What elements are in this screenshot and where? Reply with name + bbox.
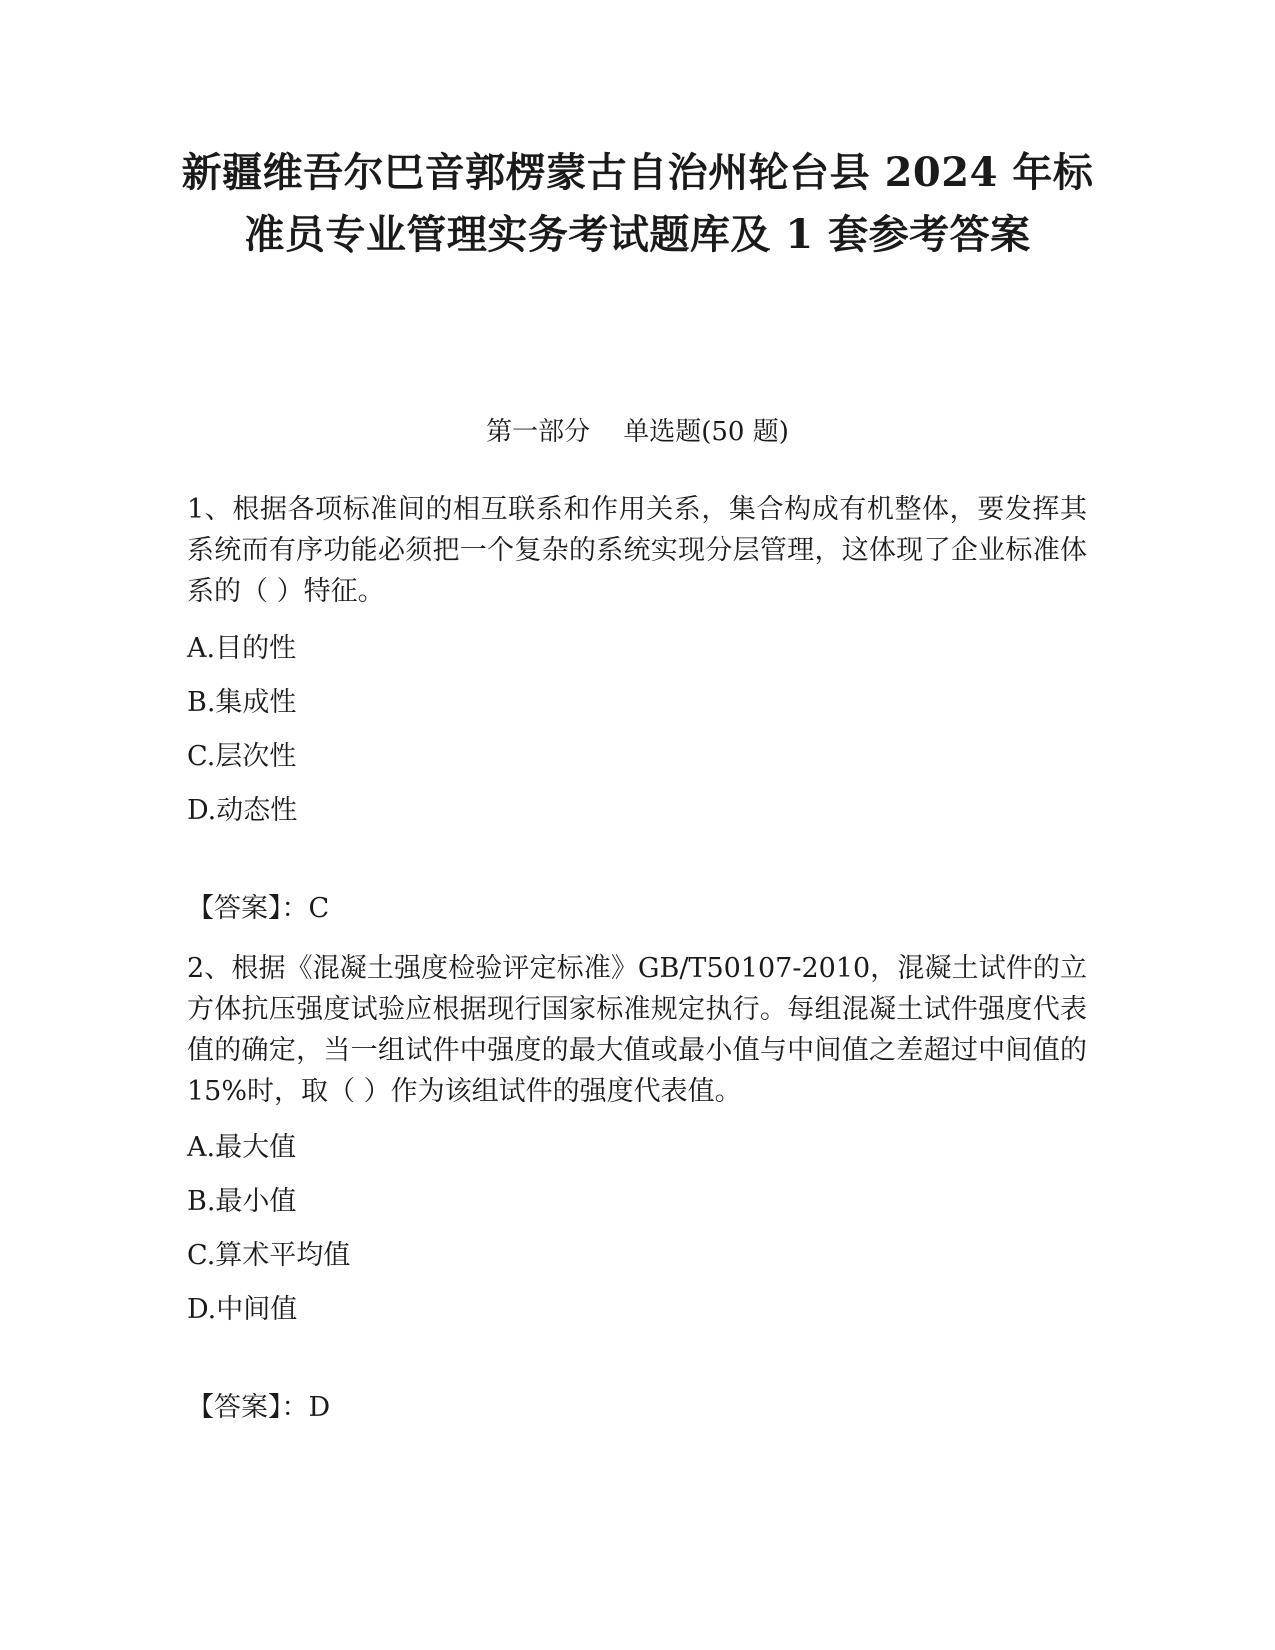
- option-a: A.最大值: [187, 1132, 297, 1163]
- question-stem: 1、根据各项标准间的相互联系和作用关系，集合构成有机整体，要发挥其系统而有序功能必须把一个复杂的系统实现分层管理，这体现了企业标准体系的（ ）特征。: [187, 494, 1087, 607]
- option-c: C.层次性: [187, 741, 297, 772]
- question-stem: 2、根据《混凝土强度检验评定标准》GB/T50107-2010，混凝土试件的立方体抗压强度试验应根据现行国家标准规定执行。每组混凝土试件强度代表值的确定，当一组试件中强度的最大值或最小值与中间值之差超过中间值的 15%时，取（ ）作为该组试件的强度代表值。: [187, 953, 1087, 1107]
- answer-label: 【答案】：D: [187, 1392, 331, 1423]
- option-a: A.目的性: [187, 633, 297, 664]
- question-2: [187, 948, 1087, 1428]
- section-title: 第一部分 单选题(50 题): [486, 417, 789, 447]
- option-d: D.中间值: [187, 1294, 298, 1325]
- option-c: C.算术平均值: [187, 1240, 351, 1271]
- option-d: D.动态性: [187, 795, 298, 826]
- title-line-1: 新疆维吾尔巴音郭楞蒙古自治州轮台县 2024 年标: [181, 149, 1094, 196]
- option-b: B.最小值: [187, 1186, 297, 1217]
- title-line-2: 准员专业管理实务考试题库及 1 套参考答案: [244, 211, 1031, 258]
- question-1: [187, 489, 1087, 924]
- document-title: [150, 142, 1125, 266]
- answer-label: 【答案】：C: [187, 893, 330, 924]
- option-b: B.集成性: [187, 687, 297, 718]
